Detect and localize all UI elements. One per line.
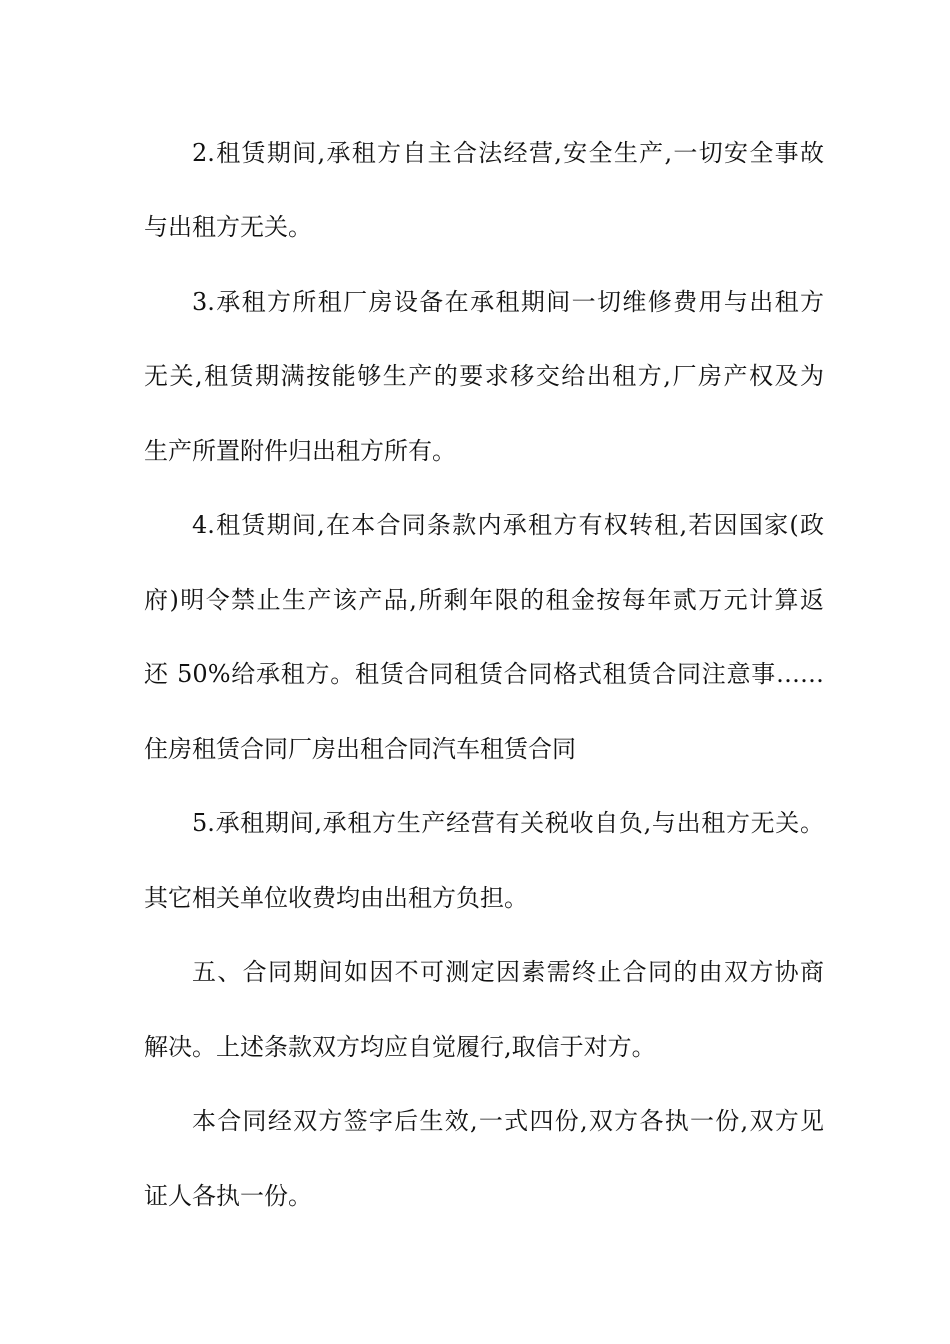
paragraph-5-line-2: 解决。上述条款双方均应自觉履行,取信于对方。 xyxy=(144,1033,656,1061)
paragraph-4-line-1: 5.承租期间,承租方生产经营有关税收自负,与出租方无关。 xyxy=(192,809,824,837)
paragraph-4-line-2: 其它相关单位收费均由出租方负担。 xyxy=(144,884,528,912)
paragraph-3-line-3: 还 50%给承租方。租赁合同租赁合同格式租赁合同注意事…… xyxy=(144,660,824,688)
paragraph-2-line-1: 3.承租方所租厂房设备在承租期间一切维修费用与出租方 xyxy=(192,288,824,316)
paragraph-1-line-2: 与出租方无关。 xyxy=(144,213,312,241)
paragraph-6-line-1: 本合同经双方签字后生效,一式四份,双方各执一份,双方见 xyxy=(192,1107,824,1135)
paragraph-6-line-2: 证人各执一份。 xyxy=(144,1182,312,1210)
paragraph-3-line-1: 4.租赁期间,在本合同条款内承租方有权转租,若因国家(政 xyxy=(192,511,824,539)
paragraph-1-line-1: 2.租赁期间,承租方自主合法经营,安全生产,一切安全事故 xyxy=(192,139,824,167)
paragraph-2-line-3: 生产所置附件归出租方所有。 xyxy=(144,437,456,465)
paragraph-3-line-2: 府)明令禁止生产该产品,所剩年限的租金按每年贰万元计算返 xyxy=(144,586,824,614)
paragraph-2-line-2: 无关,租赁期满按能够生产的要求移交给出租方,厂房产权及为 xyxy=(144,362,824,390)
paragraph-5-line-1: 五、合同期间如因不可测定因素需终止合同的由双方协商 xyxy=(192,958,824,986)
paragraph-3-line-4: 住房租赁合同厂房出租合同汽车租赁合同 xyxy=(144,735,576,763)
